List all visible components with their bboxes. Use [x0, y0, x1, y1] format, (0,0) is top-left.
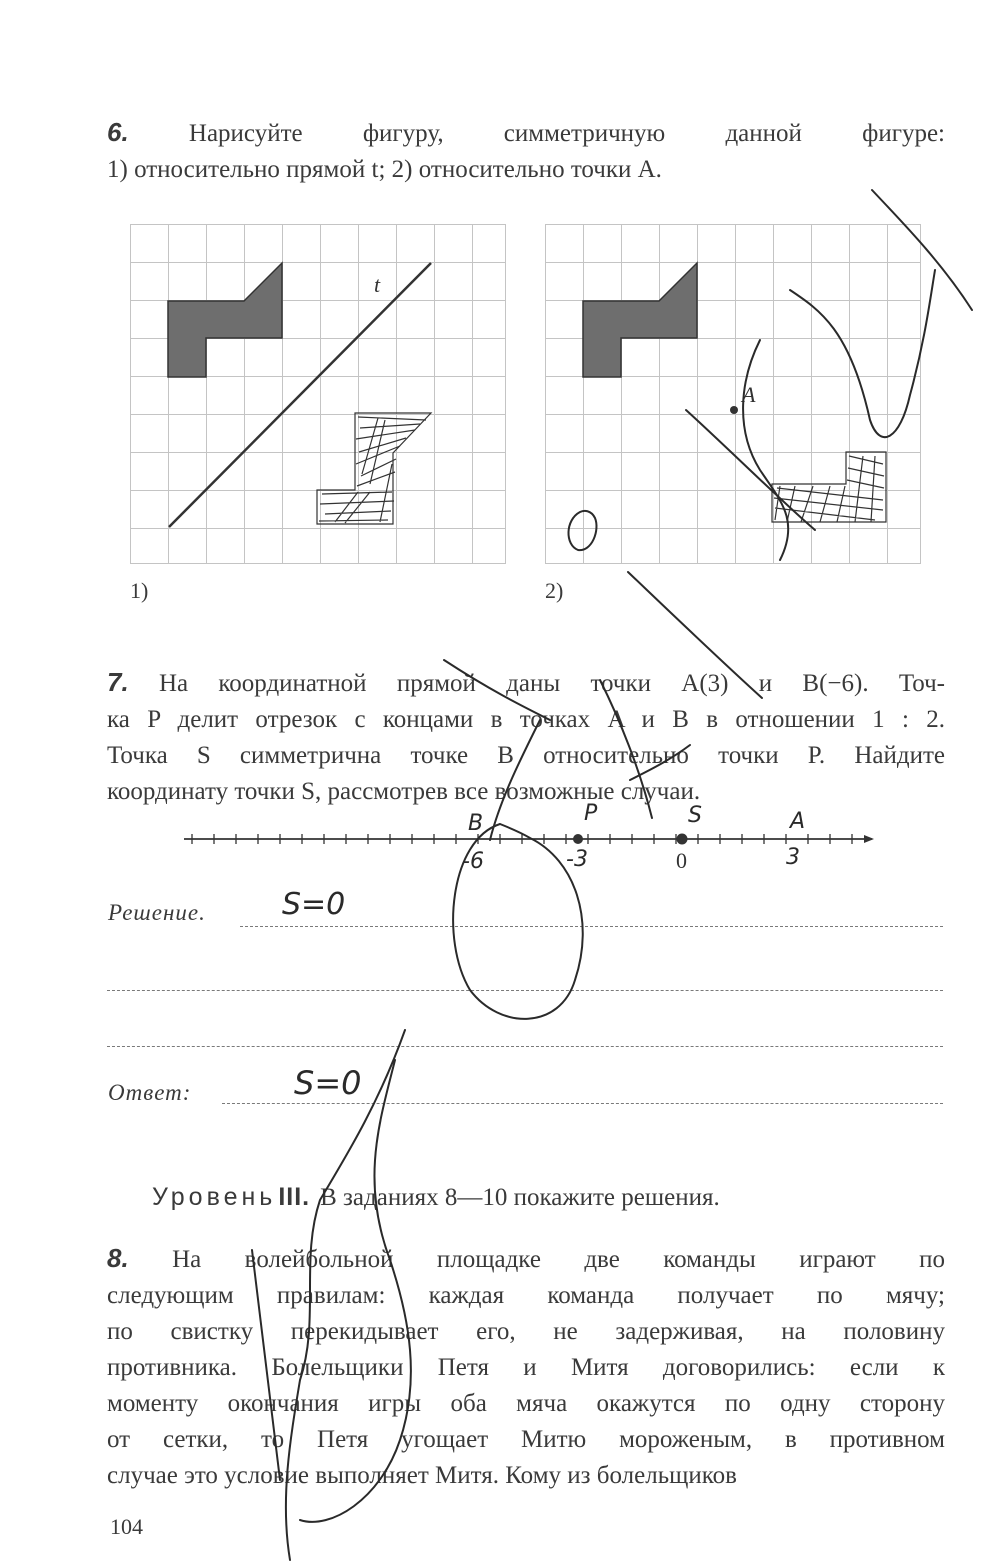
hw-minus-six: -6 [462, 849, 484, 874]
task8-line-1: 8. На волейбольной площадке две команды играют по [107, 1243, 945, 1273]
origin-point [677, 834, 688, 845]
coordinate-line [180, 820, 880, 880]
task8-line-6: от сетки, то Петя угощает Митю мороженым, в противном [107, 1426, 945, 1453]
task8-text [107, 1240, 945, 1494]
given-figure-1 [168, 263, 282, 377]
solution-line-3 [107, 1046, 943, 1047]
hw-label-b: B [468, 811, 484, 836]
answer-label: Ответ: [108, 1080, 192, 1105]
task8-line-4: противника. Болельщики Петя и Митя договорились: если к [107, 1354, 945, 1381]
hw-label-s: S [688, 803, 702, 828]
task7-number: 7. [107, 667, 129, 697]
task6-line-1: 6. Нарисуйте фигуру, симметричную данной фигуре: [107, 117, 945, 147]
drawn-symmetric-figure-2 [772, 452, 886, 522]
hw-three: 3 [786, 845, 800, 870]
axis-zero-label: 0 [676, 848, 687, 873]
hw-minus-three: -3 [566, 847, 588, 872]
grid1-label: 1) [130, 578, 149, 603]
task6-text [107, 114, 945, 188]
task8-number: 8. [107, 1243, 129, 1273]
line-t-label: t [374, 272, 381, 297]
point-p-mark [573, 834, 583, 844]
task6-line-2: 1) относительно прямой t; 2) относительно точки A. [107, 156, 662, 183]
hw-solution: S=0 [282, 887, 346, 922]
task8-line-2: следующим правилам: каждая команда получает по мячу; [107, 1282, 945, 1309]
task8-line-7: случае это условие выполняет Митя. Кому из болельщиков [107, 1462, 737, 1489]
page-number: 104 [110, 1514, 143, 1539]
grid2-label: 2) [545, 578, 564, 603]
task6-grid-2 [545, 224, 923, 566]
answer-line [222, 1103, 943, 1104]
solution-line-2 [107, 990, 943, 991]
task7-text [107, 664, 945, 810]
drawn-symmetric-figure-1 [317, 413, 431, 524]
level-3-heading: УровеньIII. В заданиях 8—10 покажите решения. [152, 1183, 720, 1211]
solution-line-1 [240, 926, 943, 927]
task8-line-3: по свистку перекидывает его, не задерживая, на половину [107, 1318, 945, 1345]
task6-grid-1 [130, 224, 508, 566]
task7-line-2: ка P делит отрезок с концами в точках A и B в отношении 1 : 2. [107, 706, 945, 733]
hw-answer: S=0 [294, 1064, 362, 1102]
point-a-label: A [742, 382, 756, 407]
task7-line-1: 7. На координатной прямой даны точки A(3) и B(−6). Точ- [107, 667, 946, 697]
task7-line-3: Точка S симметрична точке B относительно точки P. Найдите [107, 742, 945, 769]
point-a [730, 406, 738, 414]
hw-label-a: A [790, 809, 806, 834]
task7-line-4: координату точки S, рассмотрев все возможные случаи. [107, 778, 701, 805]
solution-label: Решение. [108, 900, 206, 925]
task6-number: 6. [107, 117, 129, 147]
given-figure-2 [583, 263, 697, 377]
task8-line-5: моменту окончания игры оба мяча окажутся по одну сторону [107, 1390, 945, 1417]
hw-label-p: P [584, 801, 598, 826]
